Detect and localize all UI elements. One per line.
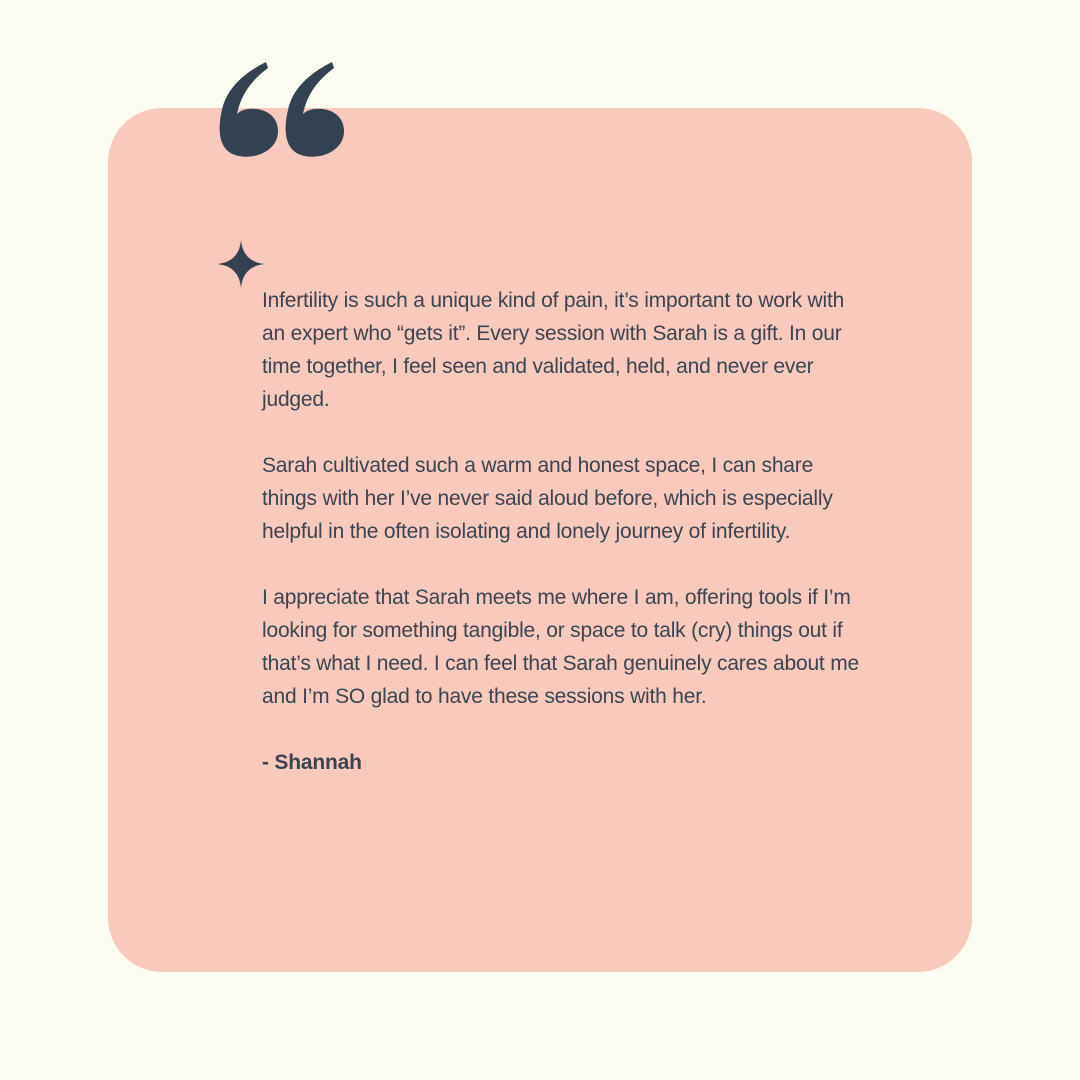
four-point-star-icon (217, 240, 265, 288)
testimonial-attribution: - Shannah (262, 751, 362, 774)
testimonial-paragraph-2: Sarah cultivated such a warm and honest space, I can share things with her I’ve never said aloud before, which is especially helpful in the often isolating and lonely journey of infertility. (262, 454, 833, 543)
testimonial-paragraph-3: I appreciate that Sarah meets me where I am, offering tools if I’m looking for something tangible, or space to talk (cry) things out if that’s what I need. I can feel that Sarah genuinely cares about me and I’m SO glad to have these sessions with her. (262, 586, 859, 708)
testimonial-text (262, 284, 872, 779)
open-quote-icon (216, 58, 348, 158)
testimonial-paragraph-1: Infertility is such a unique kind of pain, it’s important to work with an expert who “gets it”. Every session with Sarah is a gift. In our time together, I feel seen and validated, held, and never ever judged. (262, 289, 845, 411)
